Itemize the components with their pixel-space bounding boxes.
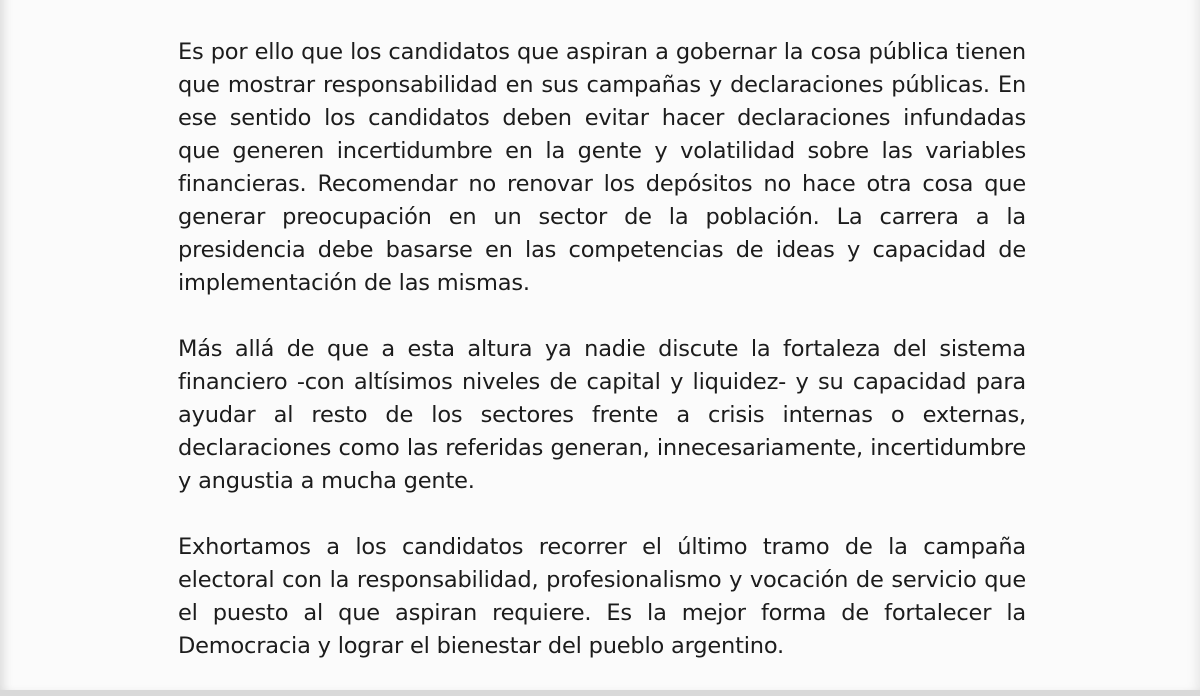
paragraph-responsibility: Es por ello que los candidatos que aspiran a gobernar la cosa pública tienen que mostrar responsabilidad en sus campañas y declaraciones públicas. En ese sentido los candidatos deben evitar hacer declaraciones infundadas que generen incertidumbre en la gente y volatilidad sobre las variables financieras. Recomendar no renovar los depósitos no hace otra cosa que generar preocupación en un sector de la población. La carrera a la presidencia debe basarse en las competencias de ideas y capacidad de implementación de las mismas.	[178, 39, 1026, 296]
paragraph-fragment	[178, 0, 1026, 3]
paragraph-exhortation: Exhortamos a los candidatos recorrer el último tramo de la campaña electoral con la responsabilidad, profesionalismo y vocación de servicio que el puesto al que aspiran requiere. Es la mejor forma de fortalecer la Democracia y lograr el bienestar del pueblo argentino.	[178, 534, 1026, 659]
document-body	[178, 0, 1026, 696]
paragraph-financial-system: Más allá de que a esta altura ya nadie discute la fortaleza del sistema financiero -con altísimos niveles de capital y liquidez- y su capacidad para ayudar al resto de los sectores frente a crisis internas o externas, declaraciones como las referidas generan, innecesariamente, incertidumbre y angustia a mucha gente.	[178, 336, 1026, 494]
